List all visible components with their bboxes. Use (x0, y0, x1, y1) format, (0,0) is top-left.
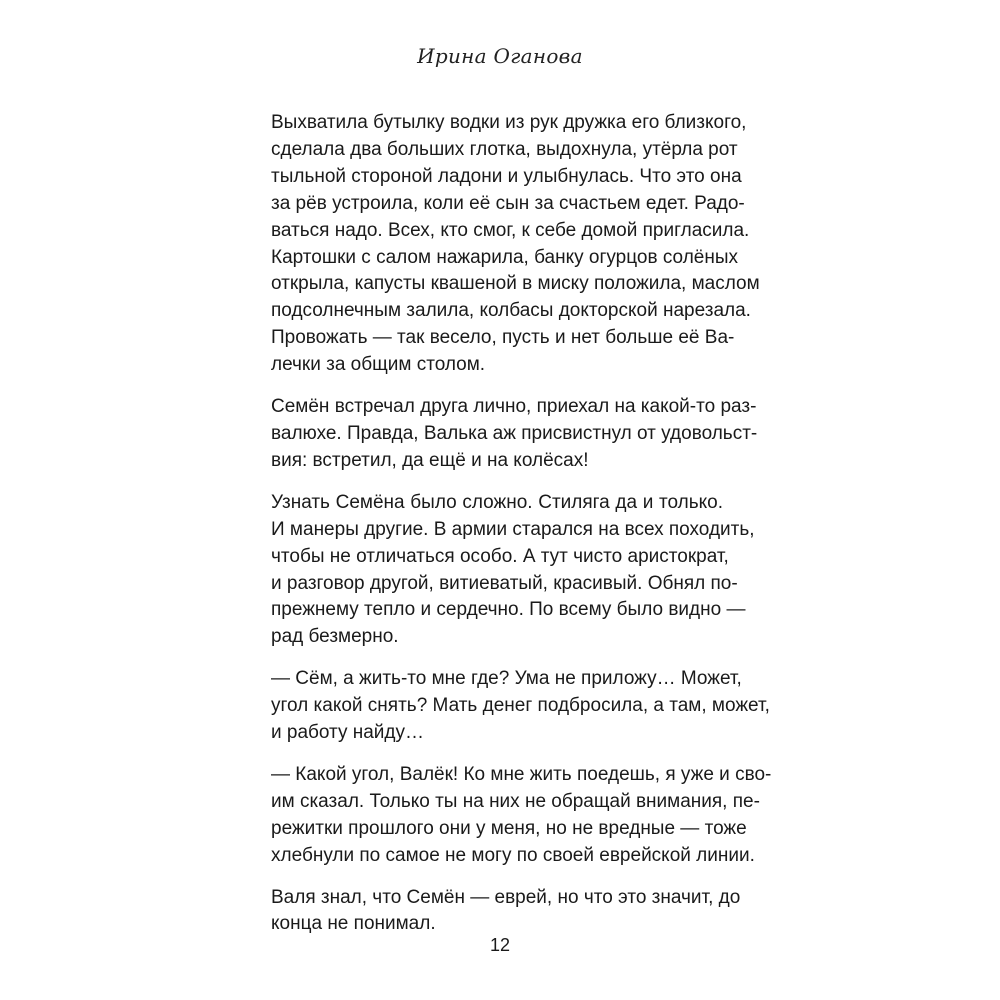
text-line: и разговор другой, витиеватый, красивый. Обнял по- (271, 572, 738, 594)
text-line: Узнать Семёна было сложно. Стиляга да и только. (271, 491, 723, 513)
text-line: угол какой снять? Мать денег подбросила, а там, может, (271, 695, 770, 717)
text-line: им сказал. Только ты на них не обращай внимания, пе- (271, 790, 760, 812)
text-line: и работу найду… (271, 722, 425, 744)
text-line: ваться надо. Всех, кто смог, к себе домой пригласила. (271, 219, 750, 241)
text-line: хлебнули по самое не могу по своей еврейской линии. (271, 844, 755, 866)
text-line: рад безмерно. (271, 626, 399, 648)
text-line: вия: встретил, да ещё и на колёсах! (271, 449, 589, 471)
text-line: — Какой угол, Валёк! Ко мне жить поедешь, я уже и сво- (271, 763, 772, 785)
paragraph (271, 110, 760, 379)
text-line: Семён встречал друга лично, приехал на какой-то раз- (271, 396, 757, 418)
page-number: 12 (489, 935, 511, 955)
text-line: тыльной стороной ладони и улыбнулась. Что это она (271, 165, 742, 187)
text-line: прежнему тепло и сердечно. По всему было видно — (271, 599, 746, 621)
text-line: режитки прошлого они у меня, но не вредные — тоже (271, 817, 747, 839)
text-line: за рёв устроила, коли её сын за счастьем едет. Радо- (271, 192, 745, 214)
text-line: сделала два больших глотка, выдохнула, утёрла рот (271, 138, 738, 160)
paragraph (271, 394, 758, 475)
text-line: Выхватила бутылку водки из рук дружка его близкого, (271, 112, 747, 133)
text-line: конца не понимал. (271, 913, 436, 935)
text-line: лечки за общим столом. (271, 354, 486, 376)
text-line: подсолнечным залила, колбасы докторской нарезала. (271, 300, 751, 322)
text-line: валюхе. Правда, Валька аж присвистнул от удовольст- (271, 422, 758, 444)
text-line: чтобы не отличаться особо. А тут чисто аристократ, (271, 545, 729, 567)
paragraph (271, 885, 741, 939)
running-head-author: Ирина Оганова (417, 44, 583, 68)
text-line: — Сём, а жить-то мне где? Ума не приложу… Может, (271, 668, 742, 690)
text-line: И манеры другие. В армии старался на всех походить, (271, 518, 755, 540)
text-line: Валя знал, что Семён — еврей, но что это значит, до (271, 886, 741, 908)
paragraph (271, 762, 772, 870)
text-line: Провожать — так весело, пусть и нет больше её Ва- (271, 327, 735, 349)
text-line: Картошки с салом нажарила, банку огурцов солёных (271, 246, 739, 268)
body-text (271, 110, 772, 953)
paragraph (271, 490, 755, 651)
text-line: открыла, капусты квашеной в миску положила, маслом (271, 273, 760, 295)
paragraph (271, 666, 770, 747)
